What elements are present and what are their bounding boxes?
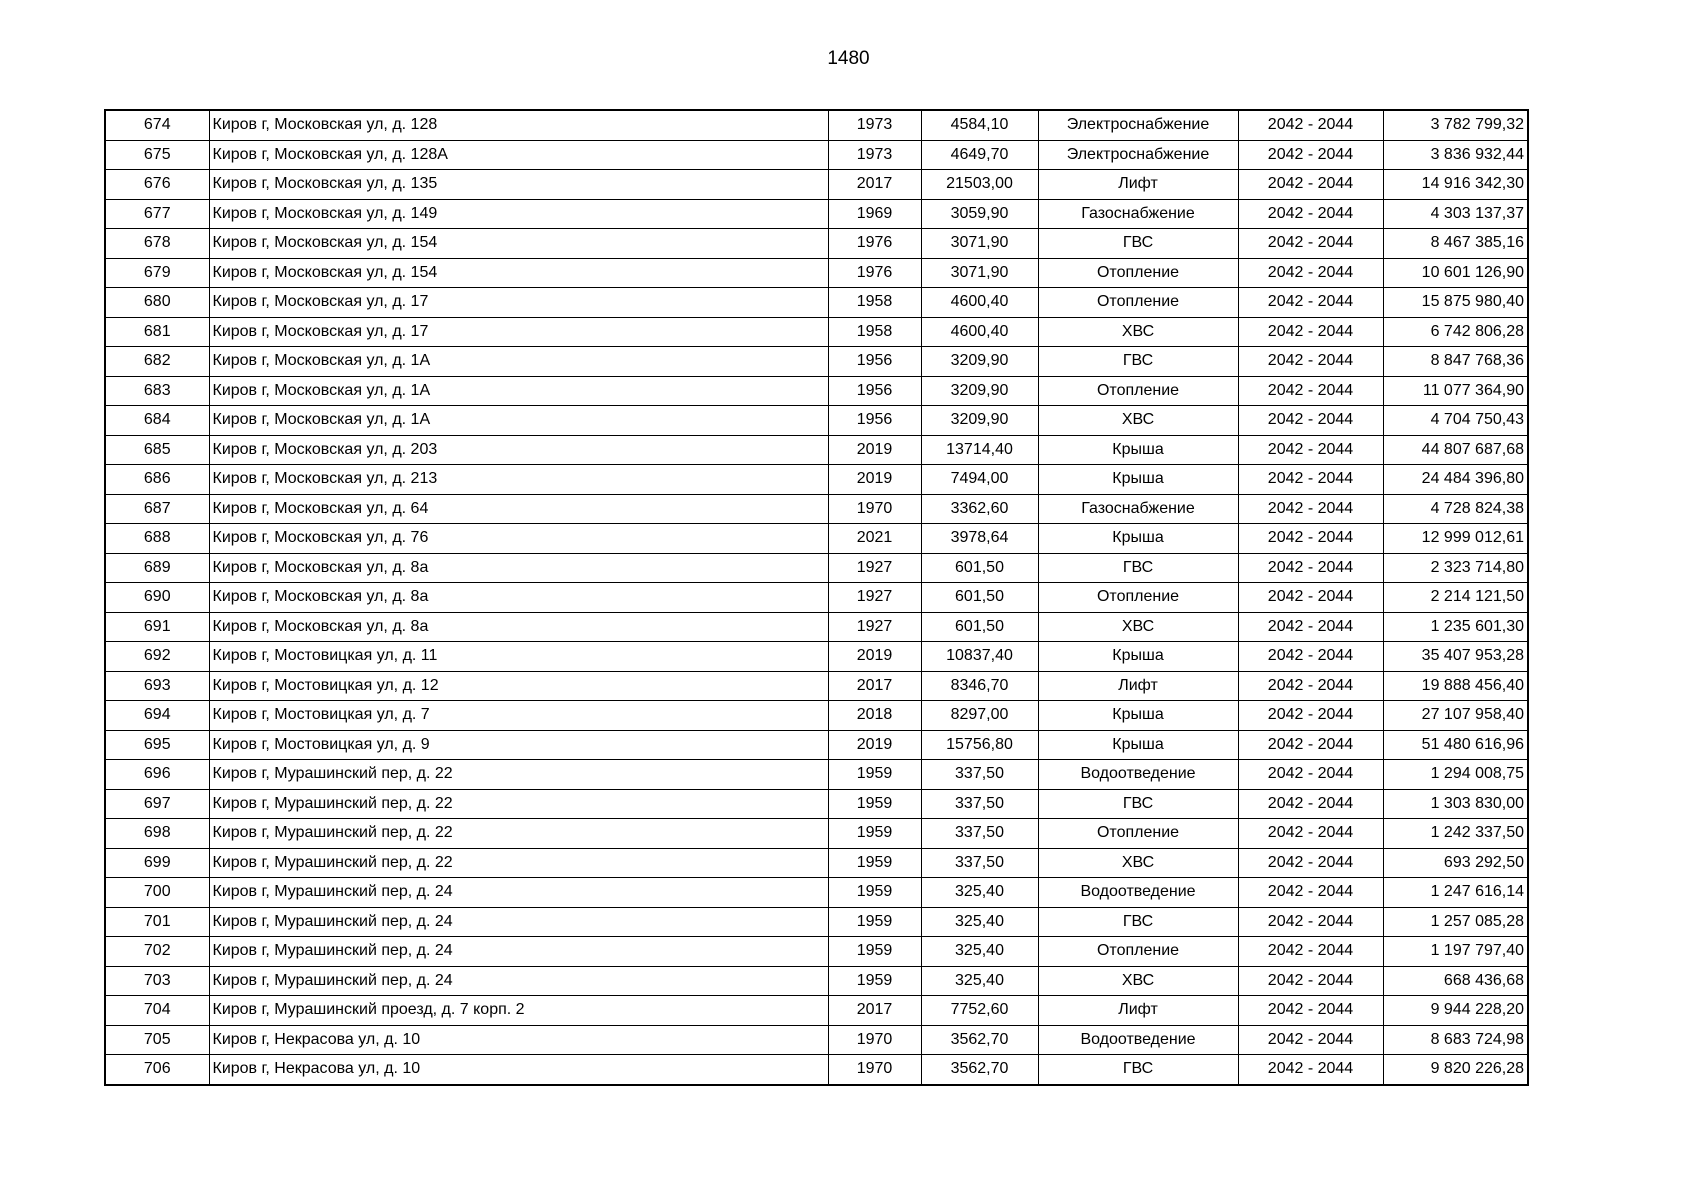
cost-cell: 12 999 012,61 [1383,524,1528,554]
area-cell: 7494,00 [921,465,1038,495]
work-type-cell: ГВС [1038,907,1238,937]
period-cell: 2042 - 2044 [1238,258,1383,288]
period-cell: 2042 - 2044 [1238,110,1383,140]
table-row [105,347,1528,377]
area-cell: 3059,90 [921,199,1038,229]
work-type-cell: ГВС [1038,229,1238,259]
cost-cell: 693 292,50 [1383,848,1528,878]
table-row [105,229,1528,259]
year-cell: 1969 [828,199,921,229]
table-row [105,140,1528,170]
area-cell: 3562,70 [921,1055,1038,1085]
cost-cell: 4 728 824,38 [1383,494,1528,524]
table-row [105,583,1528,613]
period-cell: 2042 - 2044 [1238,553,1383,583]
address-cell: Киров г, Московская ул, д. 8а [209,583,828,613]
year-cell: 1976 [828,258,921,288]
address-cell: Киров г, Мурашинский пер, д. 24 [209,937,828,967]
cost-cell: 2 214 121,50 [1383,583,1528,613]
table-row [105,966,1528,996]
row-number-cell: 676 [105,170,209,200]
area-cell: 325,40 [921,907,1038,937]
row-number-cell: 680 [105,288,209,318]
table-row [105,996,1528,1026]
work-type-cell: ГВС [1038,553,1238,583]
table-row [105,760,1528,790]
area-cell: 8346,70 [921,671,1038,701]
year-cell: 1956 [828,376,921,406]
area-cell: 3562,70 [921,1025,1038,1055]
table-row [105,110,1528,140]
area-cell: 337,50 [921,819,1038,849]
area-cell: 7752,60 [921,996,1038,1026]
period-cell: 2042 - 2044 [1238,140,1383,170]
table-row [105,907,1528,937]
table-row [105,199,1528,229]
work-type-cell: ХВС [1038,406,1238,436]
period-cell: 2042 - 2044 [1238,642,1383,672]
area-cell: 337,50 [921,760,1038,790]
work-type-cell: Лифт [1038,671,1238,701]
area-cell: 4600,40 [921,288,1038,318]
year-cell: 2021 [828,524,921,554]
period-cell: 2042 - 2044 [1238,996,1383,1026]
table-row [105,878,1528,908]
page-number: 1480 [827,48,870,69]
table-row [105,642,1528,672]
row-number-cell: 674 [105,110,209,140]
period-cell: 2042 - 2044 [1238,612,1383,642]
address-cell: Киров г, Московская ул, д. 213 [209,465,828,495]
row-number-cell: 685 [105,435,209,465]
row-number-cell: 684 [105,406,209,436]
period-cell: 2042 - 2044 [1238,170,1383,200]
cost-cell: 9 944 228,20 [1383,996,1528,1026]
period-cell: 2042 - 2044 [1238,347,1383,377]
row-number-cell: 692 [105,642,209,672]
year-cell: 2017 [828,170,921,200]
table-row [105,524,1528,554]
cost-cell: 24 484 396,80 [1383,465,1528,495]
cost-cell: 3 836 932,44 [1383,140,1528,170]
period-cell: 2042 - 2044 [1238,701,1383,731]
work-type-cell: Отопление [1038,937,1238,967]
work-type-cell: Лифт [1038,996,1238,1026]
cost-cell: 8 683 724,98 [1383,1025,1528,1055]
area-cell: 13714,40 [921,435,1038,465]
row-number-cell: 691 [105,612,209,642]
address-cell: Киров г, Московская ул, д. 1А [209,347,828,377]
table-row [105,848,1528,878]
cost-cell: 44 807 687,68 [1383,435,1528,465]
address-cell: Киров г, Мурашинский пер, д. 22 [209,848,828,878]
address-cell: Киров г, Московская ул, д. 1А [209,406,828,436]
row-number-cell: 679 [105,258,209,288]
row-number-cell: 697 [105,789,209,819]
year-cell: 1958 [828,288,921,318]
work-type-cell: Крыша [1038,435,1238,465]
work-type-cell: Электроснабжение [1038,110,1238,140]
table-row [105,789,1528,819]
area-cell: 337,50 [921,848,1038,878]
cost-cell: 668 436,68 [1383,966,1528,996]
year-cell: 1959 [828,937,921,967]
address-cell: Киров г, Мостовицкая ул, д. 7 [209,701,828,731]
work-type-cell: ХВС [1038,612,1238,642]
table-row [105,612,1528,642]
address-cell: Киров г, Московская ул, д. 17 [209,317,828,347]
period-cell: 2042 - 2044 [1238,937,1383,967]
period-cell: 2042 - 2044 [1238,819,1383,849]
period-cell: 2042 - 2044 [1238,317,1383,347]
period-cell: 2042 - 2044 [1238,288,1383,318]
address-cell: Киров г, Московская ул, д. 8а [209,553,828,583]
row-number-cell: 705 [105,1025,209,1055]
period-cell: 2042 - 2044 [1238,376,1383,406]
year-cell: 1956 [828,406,921,436]
table-row [105,435,1528,465]
address-cell: Киров г, Московская ул, д. 128А [209,140,828,170]
table-row [105,701,1528,731]
row-number-cell: 688 [105,524,209,554]
row-number-cell: 700 [105,878,209,908]
table-row [105,553,1528,583]
row-number-cell: 695 [105,730,209,760]
table-row [105,730,1528,760]
row-number-cell: 693 [105,671,209,701]
year-cell: 1970 [828,494,921,524]
year-cell: 1927 [828,583,921,613]
row-number-cell: 675 [105,140,209,170]
work-type-cell: ГВС [1038,789,1238,819]
period-cell: 2042 - 2044 [1238,848,1383,878]
area-cell: 15756,80 [921,730,1038,760]
work-type-cell: Водоотведение [1038,760,1238,790]
table-row [105,1025,1528,1055]
cost-cell: 15 875 980,40 [1383,288,1528,318]
work-type-cell: Газоснабжение [1038,494,1238,524]
address-cell: Киров г, Мурашинский пер, д. 22 [209,789,828,819]
cost-cell: 8 467 385,16 [1383,229,1528,259]
cost-cell: 9 820 226,28 [1383,1055,1528,1085]
cost-cell: 6 742 806,28 [1383,317,1528,347]
address-cell: Киров г, Московская ул, д. 17 [209,288,828,318]
work-type-cell: ХВС [1038,848,1238,878]
year-cell: 2017 [828,671,921,701]
area-cell: 325,40 [921,937,1038,967]
cost-cell: 27 107 958,40 [1383,701,1528,731]
address-cell: Киров г, Московская ул, д. 128 [209,110,828,140]
area-cell: 3209,90 [921,406,1038,436]
work-type-cell: Отопление [1038,258,1238,288]
cost-cell: 4 704 750,43 [1383,406,1528,436]
address-cell: Киров г, Московская ул, д. 8а [209,612,828,642]
address-cell: Киров г, Мурашинский пер, д. 24 [209,907,828,937]
year-cell: 1976 [828,229,921,259]
address-cell: Киров г, Мурашинский проезд, д. 7 корп. 2 [209,996,828,1026]
area-cell: 3362,60 [921,494,1038,524]
period-cell: 2042 - 2044 [1238,406,1383,436]
year-cell: 2019 [828,465,921,495]
work-type-cell: Крыша [1038,642,1238,672]
address-cell: Киров г, Московская ул, д. 149 [209,199,828,229]
address-cell: Киров г, Московская ул, д. 64 [209,494,828,524]
area-cell: 601,50 [921,583,1038,613]
year-cell: 1958 [828,317,921,347]
period-cell: 2042 - 2044 [1238,966,1383,996]
address-cell: Киров г, Мурашинский пер, д. 24 [209,878,828,908]
cost-cell: 1 257 085,28 [1383,907,1528,937]
row-number-cell: 677 [105,199,209,229]
cost-cell: 1 294 008,75 [1383,760,1528,790]
year-cell: 1927 [828,612,921,642]
row-number-cell: 698 [105,819,209,849]
work-type-cell: ГВС [1038,347,1238,377]
work-type-cell: Лифт [1038,170,1238,200]
period-cell: 2042 - 2044 [1238,229,1383,259]
table-row [105,937,1528,967]
table-row [105,1055,1528,1085]
year-cell: 1959 [828,819,921,849]
cost-cell: 14 916 342,30 [1383,170,1528,200]
year-cell: 1959 [828,907,921,937]
area-cell: 3978,64 [921,524,1038,554]
cost-cell: 3 782 799,32 [1383,110,1528,140]
address-cell: Киров г, Московская ул, д. 154 [209,229,828,259]
table-row [105,819,1528,849]
table-row [105,465,1528,495]
year-cell: 1956 [828,347,921,377]
row-number-cell: 699 [105,848,209,878]
area-cell: 337,50 [921,789,1038,819]
register-table [104,109,1529,1086]
table-row [105,406,1528,436]
address-cell: Киров г, Московская ул, д. 203 [209,435,828,465]
row-number-cell: 694 [105,701,209,731]
work-type-cell: Водоотведение [1038,878,1238,908]
work-type-cell: Водоотведение [1038,1025,1238,1055]
year-cell: 1959 [828,789,921,819]
address-cell: Киров г, Мурашинский пер, д. 22 [209,760,828,790]
cost-cell: 1 235 601,30 [1383,612,1528,642]
year-cell: 2019 [828,435,921,465]
year-cell: 1959 [828,760,921,790]
area-cell: 3209,90 [921,376,1038,406]
period-cell: 2042 - 2044 [1238,730,1383,760]
area-cell: 325,40 [921,878,1038,908]
year-cell: 1970 [828,1025,921,1055]
table-row [105,494,1528,524]
address-cell: Киров г, Некрасова ул, д. 10 [209,1025,828,1055]
table-row [105,376,1528,406]
table-row [105,317,1528,347]
period-cell: 2042 - 2044 [1238,671,1383,701]
cost-cell: 8 847 768,36 [1383,347,1528,377]
area-cell: 601,50 [921,612,1038,642]
work-type-cell: Отопление [1038,376,1238,406]
area-cell: 8297,00 [921,701,1038,731]
area-cell: 10837,40 [921,642,1038,672]
cost-cell: 19 888 456,40 [1383,671,1528,701]
cost-cell: 35 407 953,28 [1383,642,1528,672]
area-cell: 4649,70 [921,140,1038,170]
address-cell: Киров г, Мостовицкая ул, д. 12 [209,671,828,701]
row-number-cell: 689 [105,553,209,583]
row-number-cell: 696 [105,760,209,790]
row-number-cell: 701 [105,907,209,937]
period-cell: 2042 - 2044 [1238,524,1383,554]
cost-cell: 1 197 797,40 [1383,937,1528,967]
address-cell: Киров г, Мурашинский пер, д. 22 [209,819,828,849]
period-cell: 2042 - 2044 [1238,878,1383,908]
row-number-cell: 682 [105,347,209,377]
row-number-cell: 678 [105,229,209,259]
address-cell: Киров г, Мурашинский пер, д. 24 [209,966,828,996]
work-type-cell: Отопление [1038,819,1238,849]
work-type-cell: Крыша [1038,524,1238,554]
period-cell: 2042 - 2044 [1238,1055,1383,1085]
period-cell: 2042 - 2044 [1238,494,1383,524]
cost-cell: 1 247 616,14 [1383,878,1528,908]
row-number-cell: 702 [105,937,209,967]
address-cell: Киров г, Мостовицкая ул, д. 11 [209,642,828,672]
address-cell: Киров г, Московская ул, д. 135 [209,170,828,200]
area-cell: 3209,90 [921,347,1038,377]
table-row [105,671,1528,701]
row-number-cell: 687 [105,494,209,524]
row-number-cell: 704 [105,996,209,1026]
area-cell: 3071,90 [921,258,1038,288]
year-cell: 2019 [828,730,921,760]
year-cell: 2018 [828,701,921,731]
work-type-cell: Крыша [1038,701,1238,731]
work-type-cell: ХВС [1038,317,1238,347]
row-number-cell: 706 [105,1055,209,1085]
period-cell: 2042 - 2044 [1238,583,1383,613]
year-cell: 1959 [828,848,921,878]
row-number-cell: 681 [105,317,209,347]
table-row [105,170,1528,200]
address-cell: Киров г, Московская ул, д. 76 [209,524,828,554]
address-cell: Киров г, Мостовицкая ул, д. 9 [209,730,828,760]
period-cell: 2042 - 2044 [1238,1025,1383,1055]
cost-cell: 10 601 126,90 [1383,258,1528,288]
year-cell: 2019 [828,642,921,672]
address-cell: Киров г, Московская ул, д. 1А [209,376,828,406]
year-cell: 1959 [828,966,921,996]
row-number-cell: 703 [105,966,209,996]
work-type-cell: Отопление [1038,583,1238,613]
period-cell: 2042 - 2044 [1238,435,1383,465]
cost-cell: 1 242 337,50 [1383,819,1528,849]
address-cell: Киров г, Московская ул, д. 154 [209,258,828,288]
year-cell: 1970 [828,1055,921,1085]
cost-cell: 11 077 364,90 [1383,376,1528,406]
year-cell: 1927 [828,553,921,583]
period-cell: 2042 - 2044 [1238,907,1383,937]
cost-cell: 51 480 616,96 [1383,730,1528,760]
table-row [105,288,1528,318]
area-cell: 21503,00 [921,170,1038,200]
work-type-cell: Электроснабжение [1038,140,1238,170]
work-type-cell: ХВС [1038,966,1238,996]
area-cell: 4600,40 [921,317,1038,347]
row-number-cell: 690 [105,583,209,613]
period-cell: 2042 - 2044 [1238,760,1383,790]
row-number-cell: 683 [105,376,209,406]
year-cell: 2017 [828,996,921,1026]
period-cell: 2042 - 2044 [1238,465,1383,495]
cost-cell: 2 323 714,80 [1383,553,1528,583]
table-body [105,110,1528,1085]
year-cell: 1973 [828,140,921,170]
work-type-cell: Газоснабжение [1038,199,1238,229]
period-cell: 2042 - 2044 [1238,199,1383,229]
work-type-cell: ГВС [1038,1055,1238,1085]
year-cell: 1959 [828,878,921,908]
area-cell: 601,50 [921,553,1038,583]
work-type-cell: Крыша [1038,730,1238,760]
address-cell: Киров г, Некрасова ул, д. 10 [209,1055,828,1085]
table-row [105,258,1528,288]
cost-cell: 1 303 830,00 [1383,789,1528,819]
cost-cell: 4 303 137,37 [1383,199,1528,229]
area-cell: 4584,10 [921,110,1038,140]
period-cell: 2042 - 2044 [1238,789,1383,819]
area-cell: 3071,90 [921,229,1038,259]
work-type-cell: Отопление [1038,288,1238,318]
year-cell: 1973 [828,110,921,140]
row-number-cell: 686 [105,465,209,495]
area-cell: 325,40 [921,966,1038,996]
work-type-cell: Крыша [1038,465,1238,495]
